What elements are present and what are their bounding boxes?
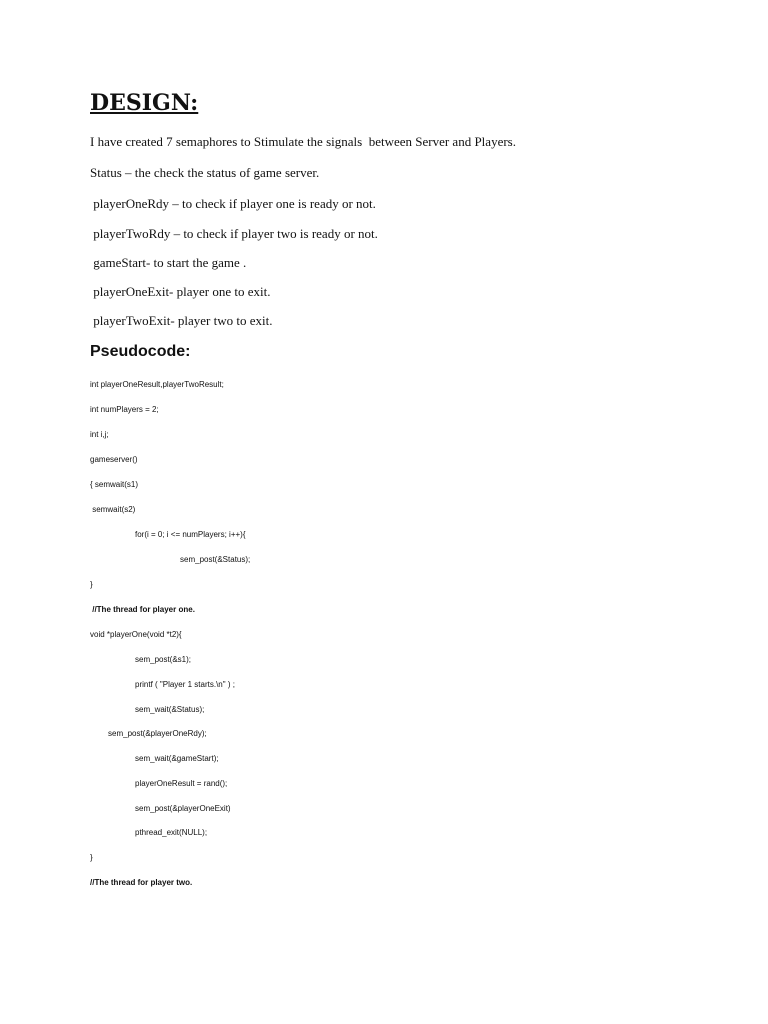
page-title: DESIGN: (90, 90, 199, 116)
intro-paragraph: I have created 7 semaphores to Stimulate the signals between Server and Players. (90, 134, 516, 149)
code-line: sem_wait(&Status); (135, 705, 205, 714)
code-comment: //The thread for player one. (90, 605, 195, 614)
code-line: } (90, 580, 93, 589)
code-line: sem_post(&playerOneRdy); (108, 729, 207, 738)
semaphore-line-player-two-rdy: playerTwoRdy – to check if player two is ready or not. (90, 226, 378, 241)
semaphore-line-status: Status – the check the status of game server. (90, 165, 320, 180)
code-line: pthread_exit(NULL); (135, 828, 208, 837)
code-line: printf ( "Player 1 starts.\n" ) ; (135, 680, 235, 689)
pseudocode-heading: Pseudocode: (90, 343, 191, 360)
code-line: sem_post(&Status); (180, 555, 251, 564)
semaphore-line-player-one-rdy: playerOneRdy – to check if player one is ready or not. (90, 196, 376, 211)
code-line: void *playerOne(void *t2){ (90, 630, 182, 639)
code-line: gameserver() (90, 455, 138, 464)
code-line: int playerOneResult,playerTwoResult; (90, 380, 224, 389)
code-line: semwait(s2) (90, 505, 136, 514)
code-line: sem_wait(&gameStart); (135, 754, 219, 763)
code-line: playerOneResult = rand(); (135, 779, 228, 788)
code-line: int numPlayers = 2; (90, 405, 159, 414)
semaphore-line-game-start: gameStart- to start the game . (90, 255, 247, 270)
code-line: sem_post(&playerOneExit) (135, 804, 231, 813)
code-line: { semwait(s1) (90, 480, 139, 489)
code-comment: //The thread for player two. (90, 878, 193, 887)
semaphore-line-player-one-exit: playerOneExit- player one to exit. (90, 284, 271, 299)
code-line: int i,j; (90, 430, 109, 439)
semaphore-line-player-two-exit: playerTwoExit- player two to exit. (90, 313, 273, 328)
code-line: } (90, 853, 93, 862)
code-line: sem_post(&s1); (135, 655, 192, 664)
code-line: for(i = 0; i <= numPlayers; i++){ (135, 530, 246, 539)
